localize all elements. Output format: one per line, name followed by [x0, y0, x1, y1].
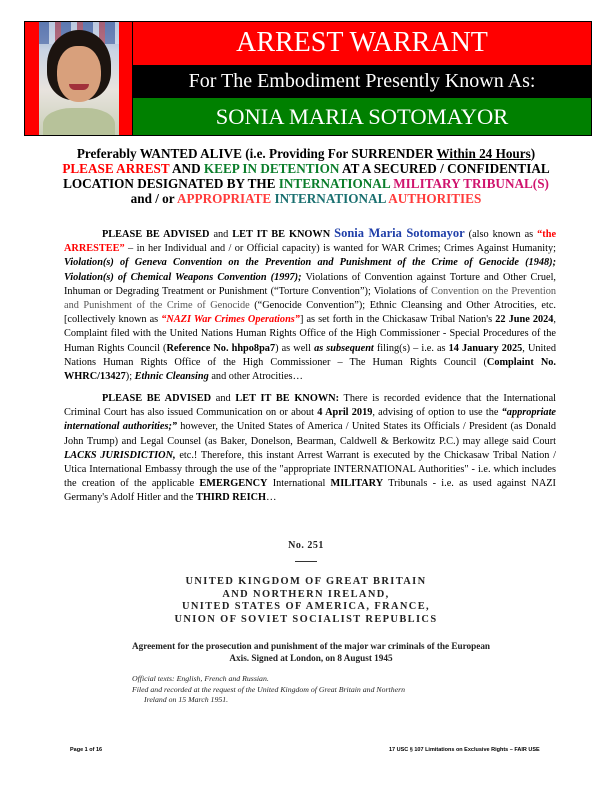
text: and: [209, 229, 233, 240]
text: LET IT BE KNOWN:: [235, 393, 339, 404]
headline-text: ): [530, 146, 536, 161]
headline-text: LOCATION DESIGNATED BY THE: [63, 176, 279, 191]
treaty-number: No. 251: [288, 540, 324, 551]
warrant-banner: [24, 21, 592, 136]
text: , advising of option to use the: [372, 407, 502, 419]
footer-legal-notice: 17 USC § 107 Limitations on Exclusive Rights – FAIR USE: [389, 747, 540, 753]
text: There is recorded evidence that the International Criminal Court has also issued Communication on or about: [64, 393, 557, 419]
text: and: [211, 393, 236, 404]
text: );: [125, 371, 135, 383]
text: filing(s) – i.e. as: [373, 342, 449, 354]
treaty-party: UNITED KINGDOM OF GREAT BRITAIN: [185, 576, 427, 587]
treaty-party: UNION OF SOVIET SOCIALIST REPUBLICS: [174, 613, 438, 625]
text: LET IT BE KNOWN: [232, 229, 331, 240]
text: and other Atrocities…: [208, 371, 303, 383]
divider: [295, 561, 317, 562]
headline-line-3: [40, 176, 572, 191]
photo-frame: [25, 22, 133, 135]
headline-international: INTERNATIONAL: [271, 191, 386, 206]
arrestee-label: “the ARRESTEE”: [64, 229, 557, 255]
treaty-note: Official texts: English, French and Russian.: [132, 674, 269, 684]
photo-mouth: [69, 84, 89, 90]
treaty-party: AND NORTHERN IRELAND,: [222, 588, 390, 600]
text: (also known as: [464, 229, 538, 240]
headline-line-1: [40, 146, 572, 161]
headline-text: Preferably WANTED ALIVE (i.e. Providing For SURRENDER: [76, 146, 437, 161]
headline-appropriate: APPROPRIATE: [176, 191, 272, 206]
headline-line-2: [40, 161, 572, 176]
banner-subtitle: For The Embodiment Presently Known As:: [133, 66, 591, 98]
text: EMERGENCY: [199, 478, 268, 490]
text: , Complaint filed with the United Nations Human Rights Office of the High Commissioner - Special Procedures of the Human Rights Council (: [64, 314, 556, 354]
headline-detention: KEEP IN DETENTION: [203, 161, 340, 176]
portrait-photo: [39, 22, 119, 135]
treaty-note: Ireland on 15 March 1951.: [144, 695, 229, 705]
headline-line-4: [40, 191, 572, 206]
headline-text: AT A SECURED / CONFIDENTIAL: [339, 161, 550, 176]
paragraph-charges: [64, 226, 556, 384]
headline-text: and / or: [130, 191, 177, 206]
text: MILITARY: [330, 478, 384, 490]
text: PLEASE BE ADVISED: [102, 393, 212, 404]
headline-authorities: AUTHORITIES: [385, 191, 482, 206]
treaty-excerpt: [100, 540, 512, 706]
text: ) as well: [275, 342, 315, 354]
text: Convention on the Prevention and Punishment of the Crime of Genocide: [64, 285, 556, 312]
text: International: [267, 478, 331, 490]
text: Violations of Convention against Torture and Other Cruel, Inhuman or Degrading Treatment or Punishment (“Torture Convention”); Violations of: [64, 271, 557, 297]
text: “appropriate international authorities;”: [64, 407, 557, 433]
banner-title: ARREST WARRANT: [133, 22, 591, 66]
headline: [40, 146, 572, 206]
treaty-notes: [132, 674, 512, 705]
text: LACKS JURISDICTION,: [64, 449, 176, 461]
photo-face: [57, 46, 101, 102]
photo-body: [43, 108, 115, 135]
text: Tribunals - i.e. as used against NAZI Germany's Adolf Hitler and the: [64, 478, 556, 504]
subject-name: Sonia Maria Sotomayor: [334, 226, 465, 240]
text: – in her Individual and / or Official capacity) is wanted for WAR Crimes; Crimes Against Humanity;: [124, 243, 556, 255]
operations-label: “NAZI War Crimes Operations”: [161, 314, 300, 326]
treaty-parties: [100, 576, 512, 626]
date: 14 January 2025: [448, 342, 523, 354]
headline-international: INTERNATIONAL: [278, 176, 390, 191]
complaint-number: Complaint No. WHRC/13427: [64, 356, 557, 383]
headline-tribunal: MILITARY TRIBUNAL(S): [389, 176, 549, 191]
text: PLEASE BE ADVISED: [102, 229, 210, 240]
treaty-party: UNITED STATES OF AMERICA, FRANCE,: [181, 601, 431, 613]
text: , United Nations Human Rights Office of the High Commissioner – The Human Rights Council (: [64, 342, 556, 368]
banner-bands: [133, 22, 591, 135]
text: (“Genocide Convention”); Ethnic Cleansing and Other Atrocities, etc. [collectively known as: [64, 300, 556, 326]
treaty-note: Filed and recorded at the request of the United Kingdom of Great Britain and Northern: [132, 684, 406, 694]
text: …: [266, 492, 277, 504]
text: however, the United States of America / United States its Officials / President (as Donald John Trump) and Legal Counsel (as Baker, Donelson, Bearman, Caldwell & Berkowitz P.C.) may allege said Court: [64, 421, 557, 447]
date: 22 June 2024: [495, 314, 554, 326]
text: Violation(s) of Geneva Convention on the Prevention and Punishment of the Crime of Genocide (1948); Violation(s) of Chemical Weapons Convention (1997);: [64, 257, 556, 283]
headline-deadline: Within 24 Hours: [436, 146, 531, 161]
headline-arrest: PLEASE ARREST: [62, 161, 170, 176]
text: as subsequent: [314, 342, 374, 354]
banner-name: SONIA MARIA SOTOMAYOR: [133, 97, 591, 135]
text: THIRD REICH: [195, 492, 267, 504]
reference-number: Reference No. hhpo8pa7: [166, 342, 276, 354]
text: etc.! Therefore, this instant Arrest Warrant is executed by the Chickasaw Tribal Nation / Utica International Embassy through the use of the "appropriate INTERNATIONAL Authorities" - i.e. which includes the creation of the applicable: [64, 449, 556, 490]
page-number: Page 1 of 16: [70, 747, 103, 753]
headline-text: AND: [169, 161, 204, 176]
text: ] as set forth in the Chickasaw Tribal Nation's: [299, 314, 496, 326]
date: 4 April 2019: [317, 407, 373, 419]
paragraph-evidence: [64, 392, 556, 506]
treaty-title: Agreement for the prosecution and punishment of the major war criminals of the European Axis. Signed at London, on 8 August 1945: [131, 641, 491, 664]
text: Ethnic Cleansing: [134, 371, 209, 383]
